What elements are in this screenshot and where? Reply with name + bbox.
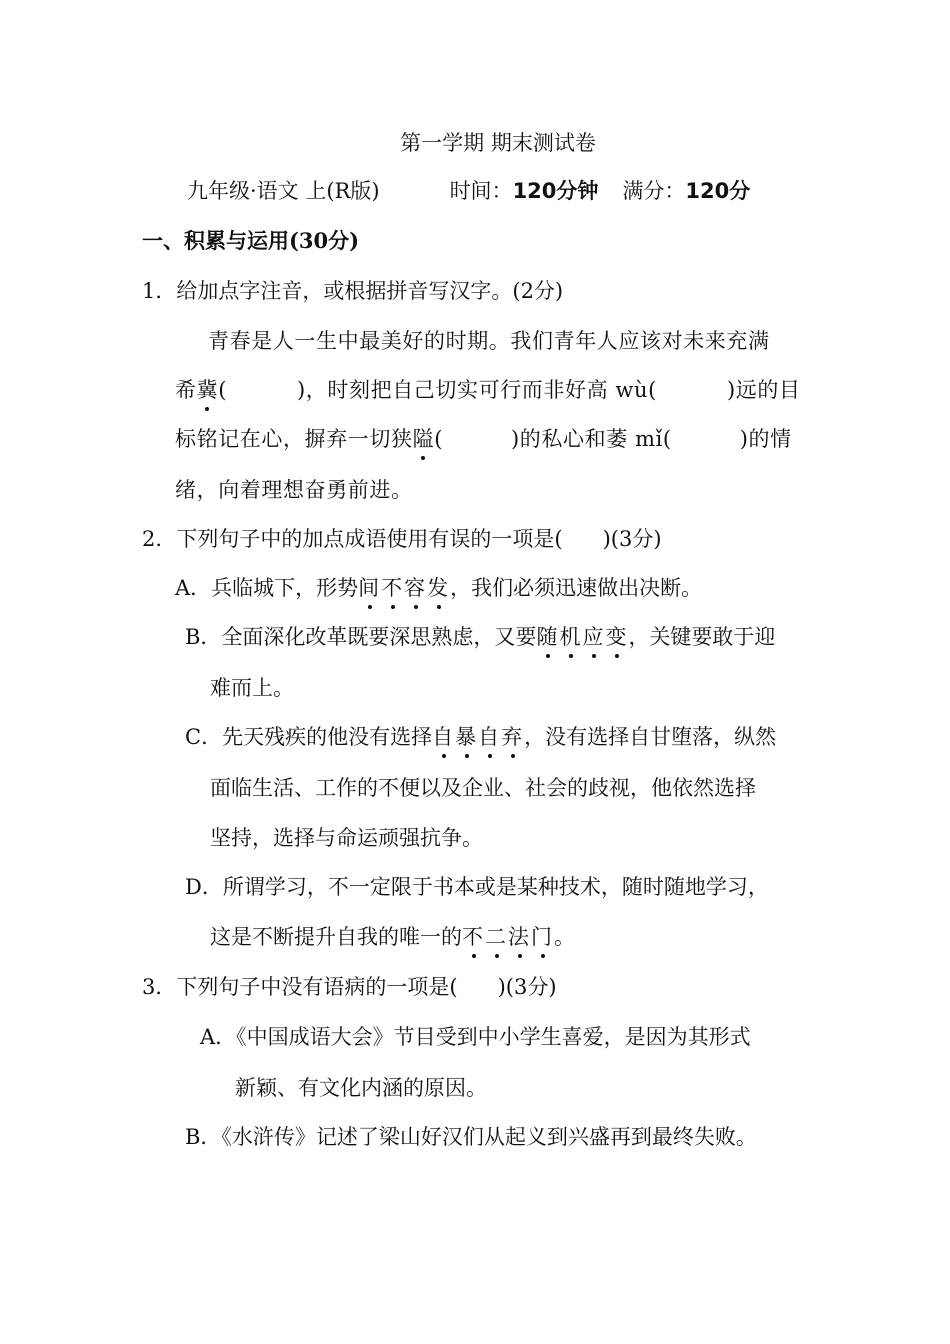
option-c: C．先天残疾的他没有选择自暴自弃，没有选择自甘堕落，纵然 xyxy=(185,722,776,752)
dotted-character: 暴 xyxy=(455,722,478,752)
dotted-character: 变 xyxy=(605,622,628,652)
time-value: 120分钟 xyxy=(512,179,599,203)
dotted-character: 容 xyxy=(404,573,427,603)
question-number: 3． xyxy=(142,975,177,999)
dotted-character: 隘 xyxy=(413,424,435,454)
passage-line-2: 希冀( )，时刻把自己切实可行而非好高 wù( )远的目 xyxy=(175,375,801,405)
dotted-character: 间 xyxy=(358,573,381,603)
dotted-idiom xyxy=(536,625,628,649)
dotted-idiom xyxy=(358,576,450,600)
dotted-character: 自 xyxy=(478,722,501,752)
option-b-continued: 难而上。 xyxy=(210,676,294,700)
passage-line-1: 青春是人一生中最美好的时期。我们青年人应该对未来充满 xyxy=(208,329,770,353)
dotted-character: 自 xyxy=(432,722,455,752)
option-a: A．《中国成语大会》节目受到中小学生喜爱，是因为其形式 xyxy=(200,1025,751,1049)
option-c-continued: 面临生活、工作的不便以及企业、社会的歧视，他依然选择 xyxy=(210,776,756,800)
question-1-stem xyxy=(142,276,563,306)
question-number: 2． xyxy=(142,527,177,551)
option-d: D．所谓学习，不一定限于书本或是某种技术，随时随地学习， xyxy=(185,875,769,899)
dotted-character: 弃 xyxy=(501,722,524,752)
dotted-character: 门 xyxy=(531,922,554,952)
dotted-character: 法 xyxy=(508,922,531,952)
dotted-character: 冀 xyxy=(197,375,219,405)
exam-info xyxy=(187,176,750,206)
section-heading: 一、积累与运用(30分) xyxy=(142,228,360,253)
dotted-character: 发 xyxy=(427,573,450,603)
option-a-continued: 新颖、有文化内涵的原因。 xyxy=(235,1076,487,1100)
dotted-character: 随 xyxy=(536,622,559,652)
option-d-continued: 这是不断提升自我的唯一的不二法门。 xyxy=(210,922,575,952)
question-3-stem: 3．下列句子中没有语病的一项是( )(3分) xyxy=(142,975,557,999)
subject-label: 九年级·语文 上(R版) xyxy=(187,179,380,203)
option-a: A．兵临城下，形势间不容发，我们必须迅速做出决断。 xyxy=(175,573,702,603)
dotted-character: 不 xyxy=(462,922,485,952)
dotted-character: 不 xyxy=(381,573,404,603)
dotted-character: 机 xyxy=(559,622,582,652)
dotted-character: 二 xyxy=(485,922,508,952)
dotted-idiom xyxy=(432,725,524,749)
passage-line-4: 绪，向着理想奋勇前进。 xyxy=(175,478,413,502)
score-value: 120分 xyxy=(685,179,751,203)
time-label: 时间： xyxy=(449,179,513,203)
option-b: B．全面深化改革既要深思熟虑，又要随机应变，关键要敢于迎 xyxy=(185,622,775,652)
question-number: 1． xyxy=(142,279,177,303)
question-2-stem: 2．下列句子中的加点成语使用有误的一项是( )(3分) xyxy=(142,527,662,551)
dotted-character: 应 xyxy=(582,622,605,652)
dotted-idiom xyxy=(462,925,554,949)
question-text: 给加点字注音，或根据拼音写汉字。(2分) xyxy=(176,279,564,303)
option-b: B．《水浒传》记述了梁山好汉们从起义到兴盛再到最终失败。 xyxy=(185,1125,757,1149)
option-c-continued: 坚持，选择与命运顽强抗争。 xyxy=(210,826,483,850)
passage-line-3: 标铭记在心，摒弃一切狭隘( )的私心和萎 mǐ( )的情 xyxy=(175,424,792,454)
score-label: 满分： xyxy=(622,179,686,203)
page-title: 第一学期 期末测试卷 xyxy=(400,131,596,155)
